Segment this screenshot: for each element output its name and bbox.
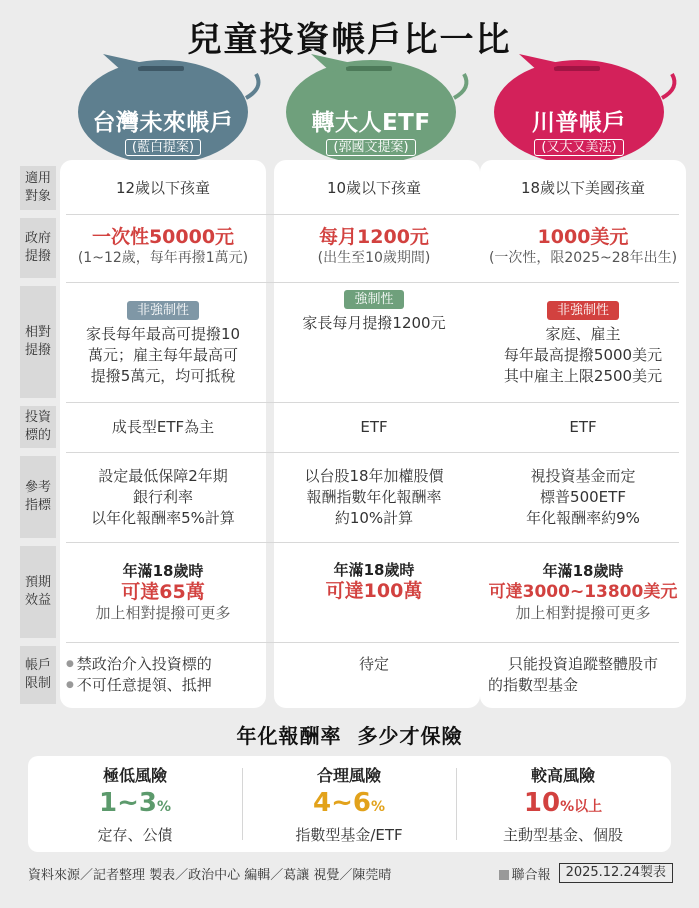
reference-line: 銀行利率 xyxy=(132,487,193,506)
risk-panel xyxy=(28,756,671,852)
cell-eligibility: 18歲以下美國孩童 xyxy=(520,178,646,197)
restriction-item: ● 不可任意提領、抵押 xyxy=(66,675,212,696)
matching-line: 每年最高提撥5000美元 xyxy=(503,346,663,364)
reference-line: 約10%計算 xyxy=(334,508,414,527)
account-proposer: (藍白提案) xyxy=(78,136,248,155)
account-name: 川普帳戶 xyxy=(532,110,626,136)
reference-line: 設定最低保障2年期 xyxy=(98,466,228,485)
gov-amount: 每月1200元 xyxy=(319,226,429,248)
benefit-head: 年滿18歲時 xyxy=(333,561,415,579)
row-divider xyxy=(66,402,679,403)
cell-matching xyxy=(480,290,686,398)
matching-line: 萬元；雇主每年最高可 xyxy=(87,346,238,364)
reference-line: 視投資基金而定 xyxy=(530,466,636,485)
piggy-bank-adult-etf xyxy=(286,52,486,172)
cell-benefit xyxy=(480,546,686,638)
gov-amount: 一次性50000元 xyxy=(91,226,235,248)
cell-restrictions xyxy=(66,646,266,704)
cell-benefit xyxy=(274,546,474,616)
row-label-reference: 參考 指標 xyxy=(20,456,56,538)
brand-logo: 聯合報 xyxy=(499,864,551,883)
matching-line: 家長每月提撥1200元 xyxy=(302,314,446,332)
matching-line: 其中雇主上限2500美元 xyxy=(503,367,663,385)
row-divider xyxy=(66,214,679,215)
account-name: 台灣未來帳戶 xyxy=(92,110,234,136)
risk-name: 合理風險 xyxy=(316,766,381,785)
cell-eligibility: 12歲以下孩童 xyxy=(115,178,211,197)
benefit-head: 年滿18歲時 xyxy=(542,561,624,580)
risk-desc: 主動型基金、個股 xyxy=(502,826,623,844)
cell-matching xyxy=(60,290,266,398)
mandatory-tag: 強制性 xyxy=(344,290,403,309)
restriction-item: 只能投資追蹤整體股市 xyxy=(507,655,658,673)
row-label-restrictions: 帳戶 限制 xyxy=(20,646,56,704)
reference-line: 以年化報酬率5%計算 xyxy=(91,508,235,527)
row-label-benefit: 預期 效益 xyxy=(20,546,56,638)
row-label-eligibility: 適用 對象 xyxy=(20,166,56,210)
row-divider xyxy=(66,542,679,543)
date-stamp: 2025.12.24製表 xyxy=(559,863,673,883)
cell-gov-contribution xyxy=(274,218,474,278)
risk-value: 10%以上 xyxy=(523,788,603,818)
restriction-item: ● 禁政治介入投資標的 xyxy=(66,654,212,675)
cell-gov-contribution xyxy=(480,218,686,278)
benefit-note: 加上相對提撥可更多 xyxy=(515,603,651,622)
cell-target: 成長型ETF為主 xyxy=(111,417,215,436)
cell-reference xyxy=(480,456,686,538)
cell-reference xyxy=(274,456,474,538)
reference-line: 報酬指數年化報酬率 xyxy=(306,487,442,506)
row-divider xyxy=(66,282,679,283)
credits: 資料來源／記者整理 製表／政治中心 編輯／葛讓 視覺／陳莞晴 xyxy=(28,867,392,883)
risk-desc: 指數型基金/ETF xyxy=(295,826,403,844)
mandatory-tag: 非強制性 xyxy=(127,301,199,320)
row-label-target: 投資 標的 xyxy=(20,406,56,448)
reference-line: 以台股18年加權股價 xyxy=(304,466,444,485)
cell-benefit xyxy=(60,546,266,638)
risk-name: 極低風險 xyxy=(102,766,167,785)
cell-gov-contribution xyxy=(60,218,266,278)
reference-line: 年化報酬率約9% xyxy=(526,508,640,527)
reference-line: 標普500ETF xyxy=(540,487,626,506)
matching-line: 提撥5萬元，均可抵稅 xyxy=(90,367,236,385)
risk-medium xyxy=(242,756,456,852)
row-divider xyxy=(66,642,679,643)
restriction-item: 的指數型基金 xyxy=(488,676,579,694)
cell-eligibility: 10歲以下孩童 xyxy=(326,178,422,197)
gov-amount: 1000美元 xyxy=(537,226,629,248)
cell-matching xyxy=(274,290,474,398)
risk-value: 4~6% xyxy=(313,788,385,818)
risk-low xyxy=(28,756,242,852)
benefit-note: 加上相對提撥可更多 xyxy=(95,603,231,622)
section-title: 年化報酬率 多少才保險 xyxy=(236,724,463,748)
risk-desc: 定存、公債 xyxy=(97,826,173,844)
row-divider xyxy=(66,452,679,453)
cell-reference xyxy=(60,456,266,538)
cell-target: ETF xyxy=(569,417,597,436)
piggy-bank-trump xyxy=(494,52,694,172)
account-name: 轉大人ETF xyxy=(311,110,431,136)
cell-target: ETF xyxy=(360,417,388,436)
gov-note: (出生至10歲期間) xyxy=(317,250,431,266)
benefit-value: 可達100萬 xyxy=(325,580,423,602)
cell-restrictions xyxy=(480,646,686,704)
footer xyxy=(28,862,673,884)
gov-note: (1~12歲，每年再撥1萬元) xyxy=(77,250,249,266)
gov-note: (一次性，限2025~28年出生) xyxy=(488,250,678,266)
restriction-item: 待定 xyxy=(358,654,389,673)
cell-restrictions xyxy=(274,646,474,682)
piggy-bank-taiwan xyxy=(78,52,278,172)
account-proposer: (又大又美法) xyxy=(494,136,664,155)
mandatory-tag: 非強制性 xyxy=(547,301,619,320)
risk-value: 1~3% xyxy=(99,788,171,818)
row-label-matching: 相對 提撥 xyxy=(20,286,56,398)
benefit-head: 年滿18歲時 xyxy=(122,561,204,580)
risk-name: 較高風險 xyxy=(530,766,595,785)
row-label-gov-contribution: 政府 提撥 xyxy=(20,218,56,278)
page-title: 兒童投資帳戶比一比 xyxy=(187,20,512,60)
benefit-value: 可達65萬 xyxy=(121,580,205,603)
matching-line: 家長每年最高可提撥10 xyxy=(85,325,241,343)
matching-line: 家庭、雇主 xyxy=(545,325,621,343)
account-proposer: (郭國文提案) xyxy=(286,136,456,155)
risk-high xyxy=(456,756,670,852)
benefit-value: 可達3000~13800美元 xyxy=(488,581,678,602)
